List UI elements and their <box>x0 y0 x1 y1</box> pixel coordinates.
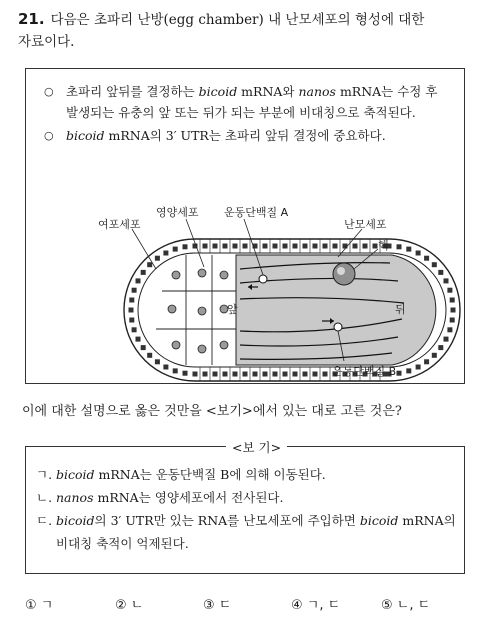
follicle-cell <box>450 318 455 323</box>
follicle-cell <box>313 244 318 249</box>
bogi-term-3: bicoid <box>56 513 95 528</box>
nurse-cell-nucleus <box>198 269 206 277</box>
follicle-cell <box>163 251 168 256</box>
follicle-cell <box>283 244 288 249</box>
follicle-cell <box>213 372 218 377</box>
label-nurse-cell: 영양세포 <box>156 206 199 219</box>
follicle-cell <box>213 244 218 249</box>
follicle-cell <box>183 244 188 249</box>
nurse-cell-nucleus <box>198 307 206 315</box>
follicle-cell <box>323 244 328 249</box>
info-box <box>25 68 465 384</box>
follicle-cell <box>273 244 278 249</box>
follicle-cell <box>132 288 137 293</box>
follicle-cell <box>183 371 188 376</box>
choice-5[interactable]: ⑤ ㄴ, ㄷ <box>381 598 431 613</box>
question-stem-line1: 다음은 초파리 난방(egg chamber) 내 난모세포의 형성에 대한 <box>50 12 425 28</box>
follicle-cell <box>333 244 338 249</box>
bogi-text-2: mRNA는 영양세포에서 전사된다. <box>93 490 284 505</box>
follicle-cell <box>373 244 378 249</box>
question-prompt: 이에 대한 설명으로 옳은 것만을 <보기>에서 있는 대로 고른 것은? <box>22 404 402 419</box>
label-follicle-cell: 여포세포 <box>98 218 141 231</box>
bogi-mark-3: ㄷ. <box>36 513 53 528</box>
follicle-cell <box>233 244 238 249</box>
bogi-title: <보 기> <box>226 438 287 456</box>
follicle-cell <box>155 359 160 364</box>
bullet2-term-bicoid: bicoid <box>66 128 105 143</box>
egg-chamber-diagram <box>26 69 466 385</box>
follicle-cell <box>406 368 411 373</box>
follicle-cell <box>273 372 278 377</box>
follicle-cell <box>397 371 402 376</box>
follicle-cell <box>203 244 208 249</box>
follicle-cell <box>263 372 268 377</box>
follicle-cell <box>432 262 437 267</box>
follicle-cell <box>293 244 298 249</box>
nurse-cell-nucleus <box>172 271 180 279</box>
nurse-cell-nucleus <box>220 271 228 279</box>
choice-4[interactable]: ④ ㄱ, ㄷ <box>291 598 341 613</box>
follicle-cell <box>424 359 429 364</box>
follicle-cell <box>223 244 228 249</box>
question-stem-line2: 자료이다. <box>18 34 75 50</box>
label-motor-a: 운동단백질 A <box>224 206 289 219</box>
follicle-cell <box>323 372 328 377</box>
follicle-cell <box>223 372 228 377</box>
follicle-cell <box>147 262 152 267</box>
label-nucleus: 핵 <box>378 239 389 252</box>
follicle-cell <box>444 278 449 283</box>
bullet-circle-icon: ○ <box>44 85 54 98</box>
follicle-cell <box>447 288 452 293</box>
label-posterior: 뒤 <box>395 303 406 316</box>
follicle-cell <box>163 365 168 370</box>
bogi-item-2 <box>36 486 461 509</box>
motor-protein-b <box>334 323 342 331</box>
bullet1-pre: 초파리 앞뒤를 결정하는 <box>66 84 199 99</box>
follicle-cell <box>397 244 402 249</box>
follicle-cell <box>353 244 358 249</box>
follicle-cell <box>243 372 248 377</box>
follicle-cell <box>141 345 146 350</box>
question-stem <box>18 8 468 53</box>
follicle-cell <box>293 372 298 377</box>
follicle-cell <box>438 270 443 275</box>
follicle-cell <box>173 247 178 252</box>
choice-2[interactable]: ② ㄴ <box>115 598 144 613</box>
question-number: 21. <box>18 10 45 28</box>
bullet1-post: mRNA는 수정 후 발생되는 유충의 앞 또는 뒤가 되는 부분에 비대칭으로 축적된다. <box>66 84 438 120</box>
follicle-cell <box>432 353 437 358</box>
bullet-circle-icon: ○ <box>44 129 54 142</box>
label-motor-b: 운동단백질 B <box>332 365 397 378</box>
follicle-cell <box>263 244 268 249</box>
follicle-cell <box>129 298 134 303</box>
follicle-cell <box>155 256 160 261</box>
follicle-cell <box>243 244 248 249</box>
follicle-cell <box>451 308 456 313</box>
follicle-cell <box>313 372 318 377</box>
bullet1-mid: mRNA와 <box>237 84 299 99</box>
nucleus-highlight <box>337 267 345 275</box>
follicle-cell <box>253 372 258 377</box>
follicle-cell <box>450 298 455 303</box>
follicle-cell <box>141 270 146 275</box>
motor-protein-a <box>259 275 267 283</box>
nurse-cell-nucleus <box>198 345 206 353</box>
bogi-item-3 <box>36 509 461 555</box>
follicle-cell <box>303 244 308 249</box>
nurse-cell-nucleus <box>220 341 228 349</box>
oocyte-nucleus <box>333 263 355 285</box>
bogi-text-3: 의 3′ UTR만 있는 RNA를 난모세포에 주입하면 <box>94 513 360 528</box>
follicle-cell <box>416 365 421 370</box>
bogi-text-3b: mRNA의 비대칭 축적이 억제된다. <box>56 513 456 551</box>
follicle-cell <box>424 256 429 261</box>
follicle-cell <box>136 278 141 283</box>
bogi-box <box>25 440 465 574</box>
follicle-cell <box>136 337 141 342</box>
follicle-cell <box>406 247 411 252</box>
follicle-cell <box>444 337 449 342</box>
bullet2-post: mRNA의 3′ UTR는 초파리 앞뒤 결정에 중요하다. <box>104 128 386 143</box>
follicle-cell <box>438 345 443 350</box>
bogi-mark-2: ㄴ. <box>36 490 53 505</box>
follicle-cell <box>132 327 137 332</box>
follicle-cell <box>203 372 208 377</box>
follicle-cell <box>447 327 452 332</box>
bullet1-term-nanos: nanos <box>298 84 336 99</box>
bullet1-term-bicoid: bicoid <box>198 84 238 99</box>
bogi-term-2: nanos <box>56 490 94 505</box>
choice-1[interactable]: ① ㄱ <box>25 598 54 613</box>
bogi-items <box>36 463 461 555</box>
bogi-term-1: bicoid <box>56 467 95 482</box>
bogi-item-1 <box>36 463 461 486</box>
follicle-cell <box>129 308 134 313</box>
nurse-cell-nucleus <box>168 305 176 313</box>
follicle-cell <box>173 368 178 373</box>
follicle-cell <box>283 372 288 377</box>
choice-3[interactable]: ③ ㄷ <box>203 598 232 613</box>
follicle-cell <box>147 353 152 358</box>
bogi-text-1: mRNA는 운동단백질 B에 의해 이동된다. <box>94 467 326 482</box>
follicle-cell <box>233 372 238 377</box>
bogi-mark-1: ㄱ. <box>36 467 53 482</box>
nurse-cell-nucleus <box>172 341 180 349</box>
label-oocyte: 난모세포 <box>344 218 387 231</box>
follicle-cell <box>416 251 421 256</box>
follicle-cell <box>129 318 134 323</box>
follicle-cell <box>343 244 348 249</box>
follicle-cell <box>193 372 198 377</box>
label-anterior: 앞 <box>227 303 238 316</box>
bogi-term-3b: bicoid <box>359 513 399 528</box>
follicle-cell <box>363 244 368 249</box>
follicle-cell <box>303 372 308 377</box>
